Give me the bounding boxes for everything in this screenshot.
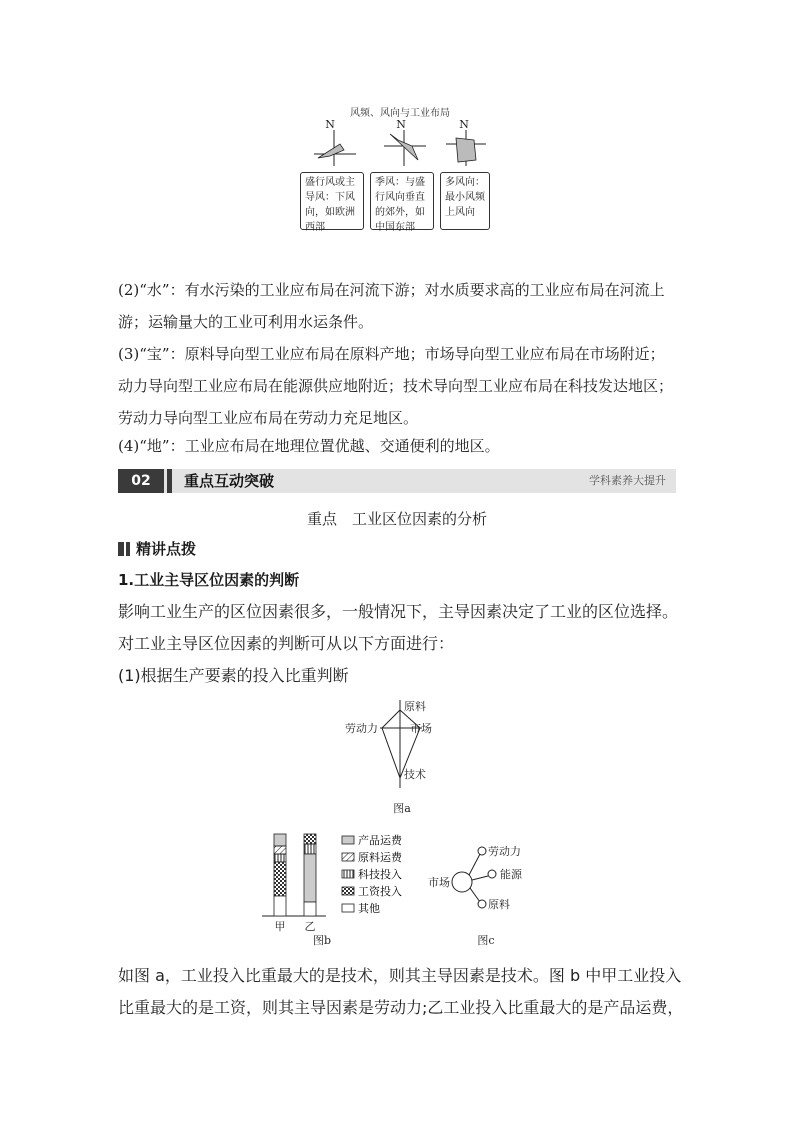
banner-subtitle: 学科素养大提升 — [589, 474, 666, 487]
legend-material-freight: 原料运费 — [358, 851, 402, 864]
section-banner — [118, 469, 676, 493]
north-label-2: N — [396, 118, 406, 131]
figure-c — [422, 836, 542, 948]
section-heading-text: 精讲点拨 — [136, 540, 197, 558]
fig-a-right-label: 市场 — [410, 722, 432, 735]
conclusion-line-1: 如图 a，工业投入比重最大的是技术，则其主导因素是技术。图 b 中甲工业投入 — [118, 966, 682, 985]
intro-line-3: (1)根据生产要素的投入比重判断 — [118, 666, 349, 685]
fig-a-caption: 图a — [393, 802, 411, 815]
figure-b — [262, 826, 412, 948]
intro-line-1: 影响工业生产的区位因素很多，一般情况下，主导因素决定了工业的区位选择。 — [118, 602, 679, 621]
section-marker-stripe — [124, 542, 126, 556]
bar-jia — [274, 834, 286, 916]
legend-wages: 工资投入 — [358, 885, 402, 898]
fig-c-label-material: 原料 — [488, 898, 510, 911]
wind-box-monsoon: 季风：与盛行风向垂直的郊外，如中国东部 — [370, 172, 434, 230]
banner-title: 重点互动突破 — [184, 472, 275, 490]
wind-direction-diagrams — [300, 116, 500, 172]
conclusion-line-2: 比重最大的是工资，则其主导因素是劳动力;乙工业投入比重最大的是产品运费， — [118, 998, 684, 1017]
fig-c-center-label: 市场 — [428, 876, 450, 889]
fig-a-bottom-label: 技术 — [404, 768, 426, 781]
legend-swatch-material-freight — [342, 853, 354, 861]
banner-number: 02 — [118, 469, 164, 493]
legend-swatch-wages — [342, 887, 354, 895]
legend-tech: 科技投入 — [358, 868, 402, 881]
bar-yi — [304, 834, 316, 916]
wind-rose-2 — [384, 118, 426, 166]
wind-box-multi: 多风向：最小风频上风向 — [440, 172, 490, 230]
fig-a-left-label: 劳动力 — [345, 722, 378, 735]
wind-box-prevailing: 盛行风或主导风：下风向，如欧洲西部 — [300, 172, 364, 230]
paragraph-treasure: (3)“宝”：原料导向型工业应布局在原料产地；市场导向型工业应布局在市场附近；动力导向型工业应布局在能源供应地附近；技术导向型工业应布局在科技发达地区；劳动力导向型工业应布局在劳动力充足地区。 — [118, 345, 674, 427]
fig-b-caption: 图b — [312, 934, 332, 947]
wind-rose-1 — [314, 118, 356, 166]
bar-label-yi: 乙 — [304, 920, 316, 933]
legend-other: 其他 — [358, 902, 380, 915]
legend-swatch-tech — [342, 870, 354, 878]
topic-title: 重点 工业区位因素的分析 — [306, 510, 487, 528]
fig-b-legend — [342, 833, 403, 915]
intro-line-2: 对工业主导区位因素的判断可从以下方面进行： — [118, 634, 455, 653]
fig-c-label-labor: 劳动力 — [488, 845, 521, 858]
north-label-1: N — [325, 118, 335, 131]
paragraph-land: (4)“地”：工业应布局在地理位置优越、交通便利的地区。 — [118, 437, 500, 455]
legend-swatch-product-freight — [342, 836, 354, 844]
fig-a-top-label: 原料 — [404, 700, 426, 713]
paragraph-water: (2)“水”：有水污染的工业应布局在河流下游；对水质要求高的工业应布局在河流上游；运输量大的工业可利用水运条件。 — [118, 281, 665, 331]
fig-c-node-energy — [488, 870, 496, 878]
wind-diagram-title: 风频、风向与工业布局 — [350, 108, 450, 119]
figure-a — [330, 696, 470, 818]
legend-product-freight: 产品运费 — [358, 834, 402, 847]
fig-c-node-labor — [478, 847, 486, 855]
subheading: 1.工业主导区位因素的判断 — [118, 571, 300, 589]
fig-c-node-material — [478, 900, 486, 908]
north-label-3: N — [459, 118, 469, 131]
fig-c-label-energy: 能源 — [500, 868, 522, 881]
bar-label-jia: 甲 — [274, 920, 286, 933]
legend-swatch-other — [342, 904, 354, 912]
wind-rose-3 — [446, 118, 486, 166]
fig-c-caption: 图c — [477, 934, 495, 947]
banner-divider — [167, 469, 172, 493]
